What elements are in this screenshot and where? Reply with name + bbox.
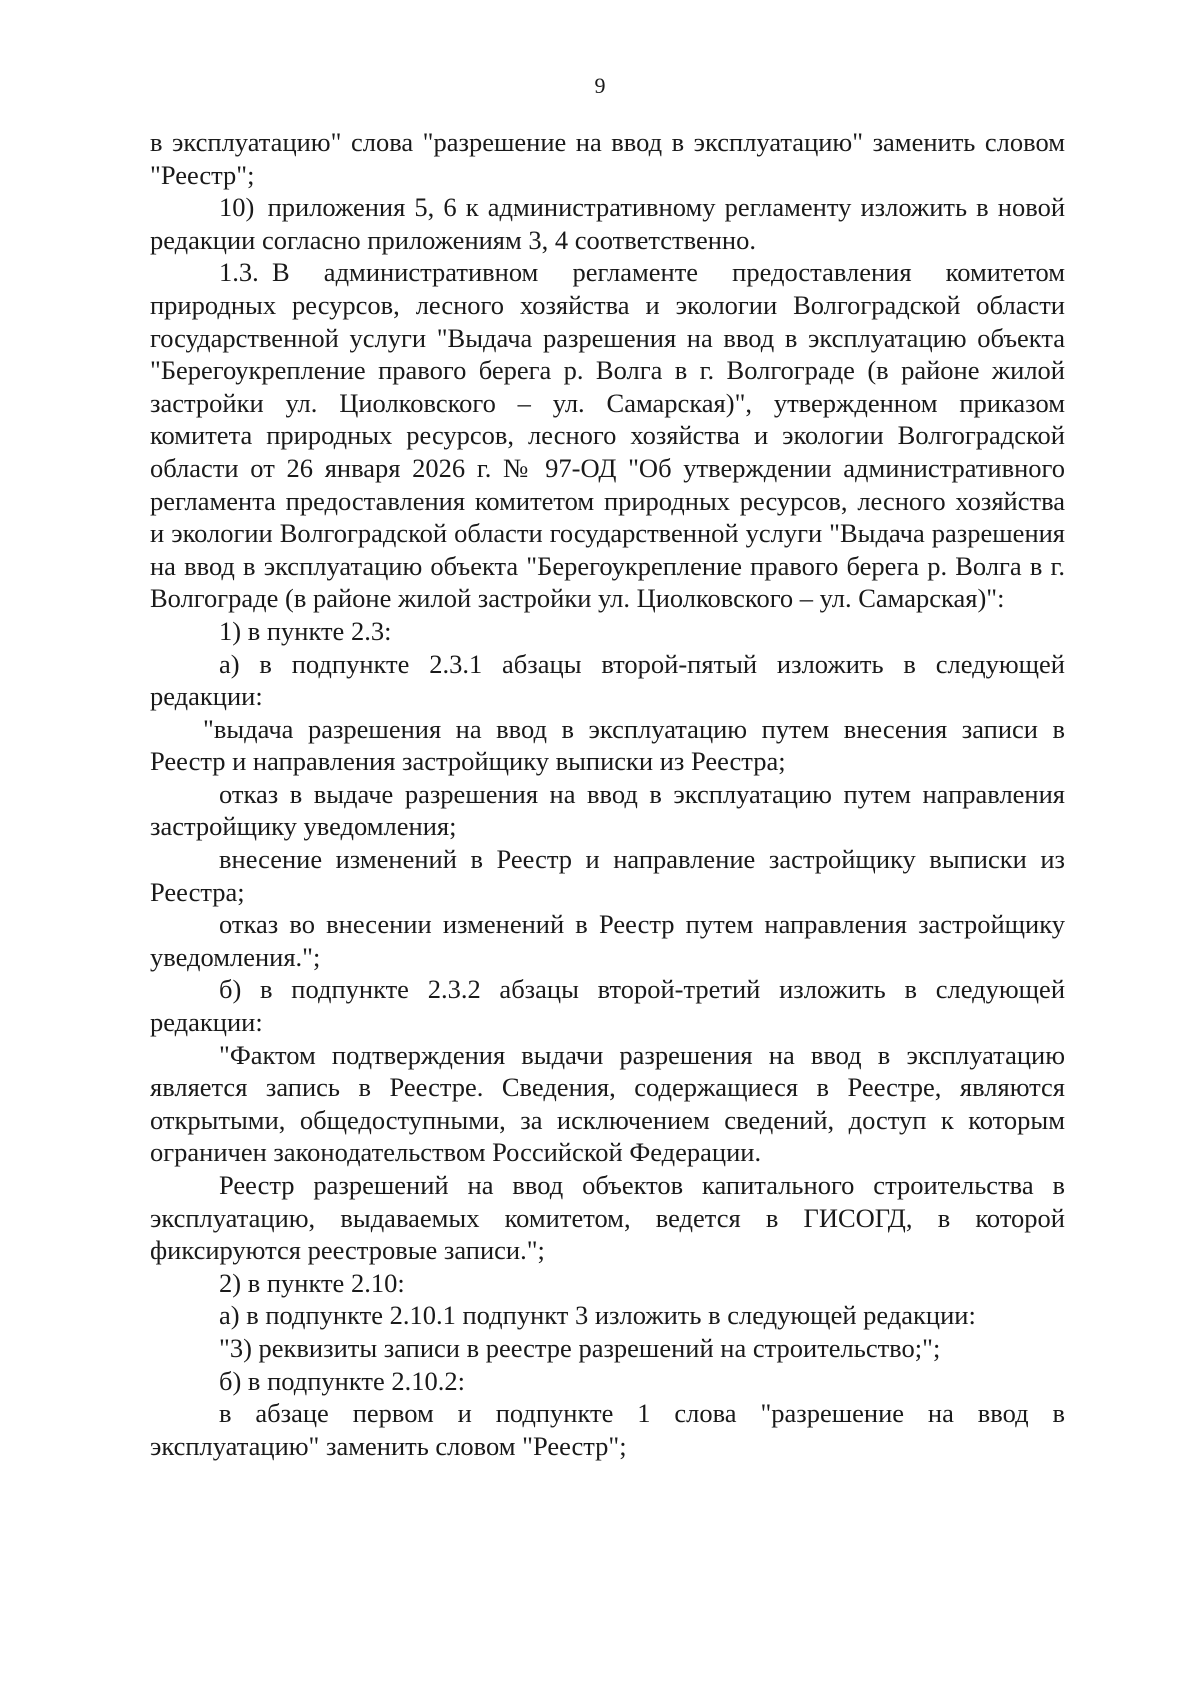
paragraph: в абзаце первом и подпункте 1 слова "разрешение на ввод в эксплуатацию" заменить словом "Реестр"; bbox=[150, 1398, 1065, 1461]
paragraph: 1) в пункте 2.3: bbox=[219, 615, 392, 646]
paragraph: внесение изменений в Реестр и направление застройщику выписки из Реестра; bbox=[150, 844, 1065, 907]
paragraph: 1.3. В административном регламенте предоставления комитетом природных ресурсов, лесного хозяйства и экологии Волгоградской области государственной услуги "Выдача разрешения на ввод в эксплуатацию объекта "Берегоукрепление правого берега р. Волга в г. Волгограде (в районе жилой застройки ул. Циолковского – ул. Самарская)", утвержденном приказом комитета природных ресурсов, лесного хозяйства и экологии Волгоградской области от 26 января 2026 г. № 97-ОД "Об утверждении административного регламента предоставления комитетом природных ресурсов, лесного хозяйства и экологии Волгоградской области государственной услуги "Выдача разрешения на ввод в эксплуатацию объекта "Берегоукрепление правого берега р. Волга в г. Волгограде (в районе жилой застройки ул. Циолковского – ул. Самарская)": bbox=[150, 257, 1065, 614]
paragraph: 2) в пункте 2.10: bbox=[219, 1267, 405, 1298]
paragraph: "выдача разрешения на ввод в эксплуатацию путем внесения записи в Реестр и направления застройщику выписки из Реестра; bbox=[150, 713, 1065, 777]
document-body bbox=[150, 126, 1065, 1462]
page-number: 9 bbox=[594, 73, 606, 98]
paragraph: 10) приложения 5, 6 к административному регламенту изложить в новой редакции согласно приложениям 3, 4 соответственно. bbox=[150, 192, 1065, 255]
paragraph: отказ во внесении изменений в Реестр путем направления застройщику уведомления."; bbox=[150, 909, 1065, 972]
paragraph: отказ в выдаче разрешения на ввод в эксплуатацию путем направления застройщику уведомления; bbox=[150, 778, 1065, 842]
paragraph: б) в подпункте 2.10.2: bbox=[219, 1365, 465, 1396]
paragraph: б) в подпункте 2.3.2 абзацы второй-третий изложить в следующей редакции: bbox=[150, 974, 1065, 1038]
paragraph: Реестр разрешений на ввод объектов капитального строительства в эксплуатацию, выдаваемых комитетом, ведется в ГИСОГД, в которой фиксируются реестровые записи."; bbox=[150, 1170, 1065, 1266]
paragraph: "3) реквизиты записи в реестре разрешений на строительство;"; bbox=[219, 1332, 941, 1363]
paragraph: "Фактом подтверждения выдачи разрешения на ввод в эксплуатацию является запись в Реестре. Сведения, содержащиеся в Реестре, являются открытыми, общедоступными, за исключением сведений, доступ к которым ограничен законодательством Российской Федерации. bbox=[150, 1039, 1065, 1168]
paragraph: а) в подпункте 2.3.1 абзацы второй-пятый изложить в следующей редакции: bbox=[150, 648, 1065, 712]
paragraph: а) в подпункте 2.10.1 подпункт 3 изложить в следующей редакции: bbox=[219, 1300, 976, 1331]
paragraph: в эксплуатацию" слова "разрешение на ввод в эксплуатацию" заменить словом "Реестр"; bbox=[150, 127, 1065, 190]
